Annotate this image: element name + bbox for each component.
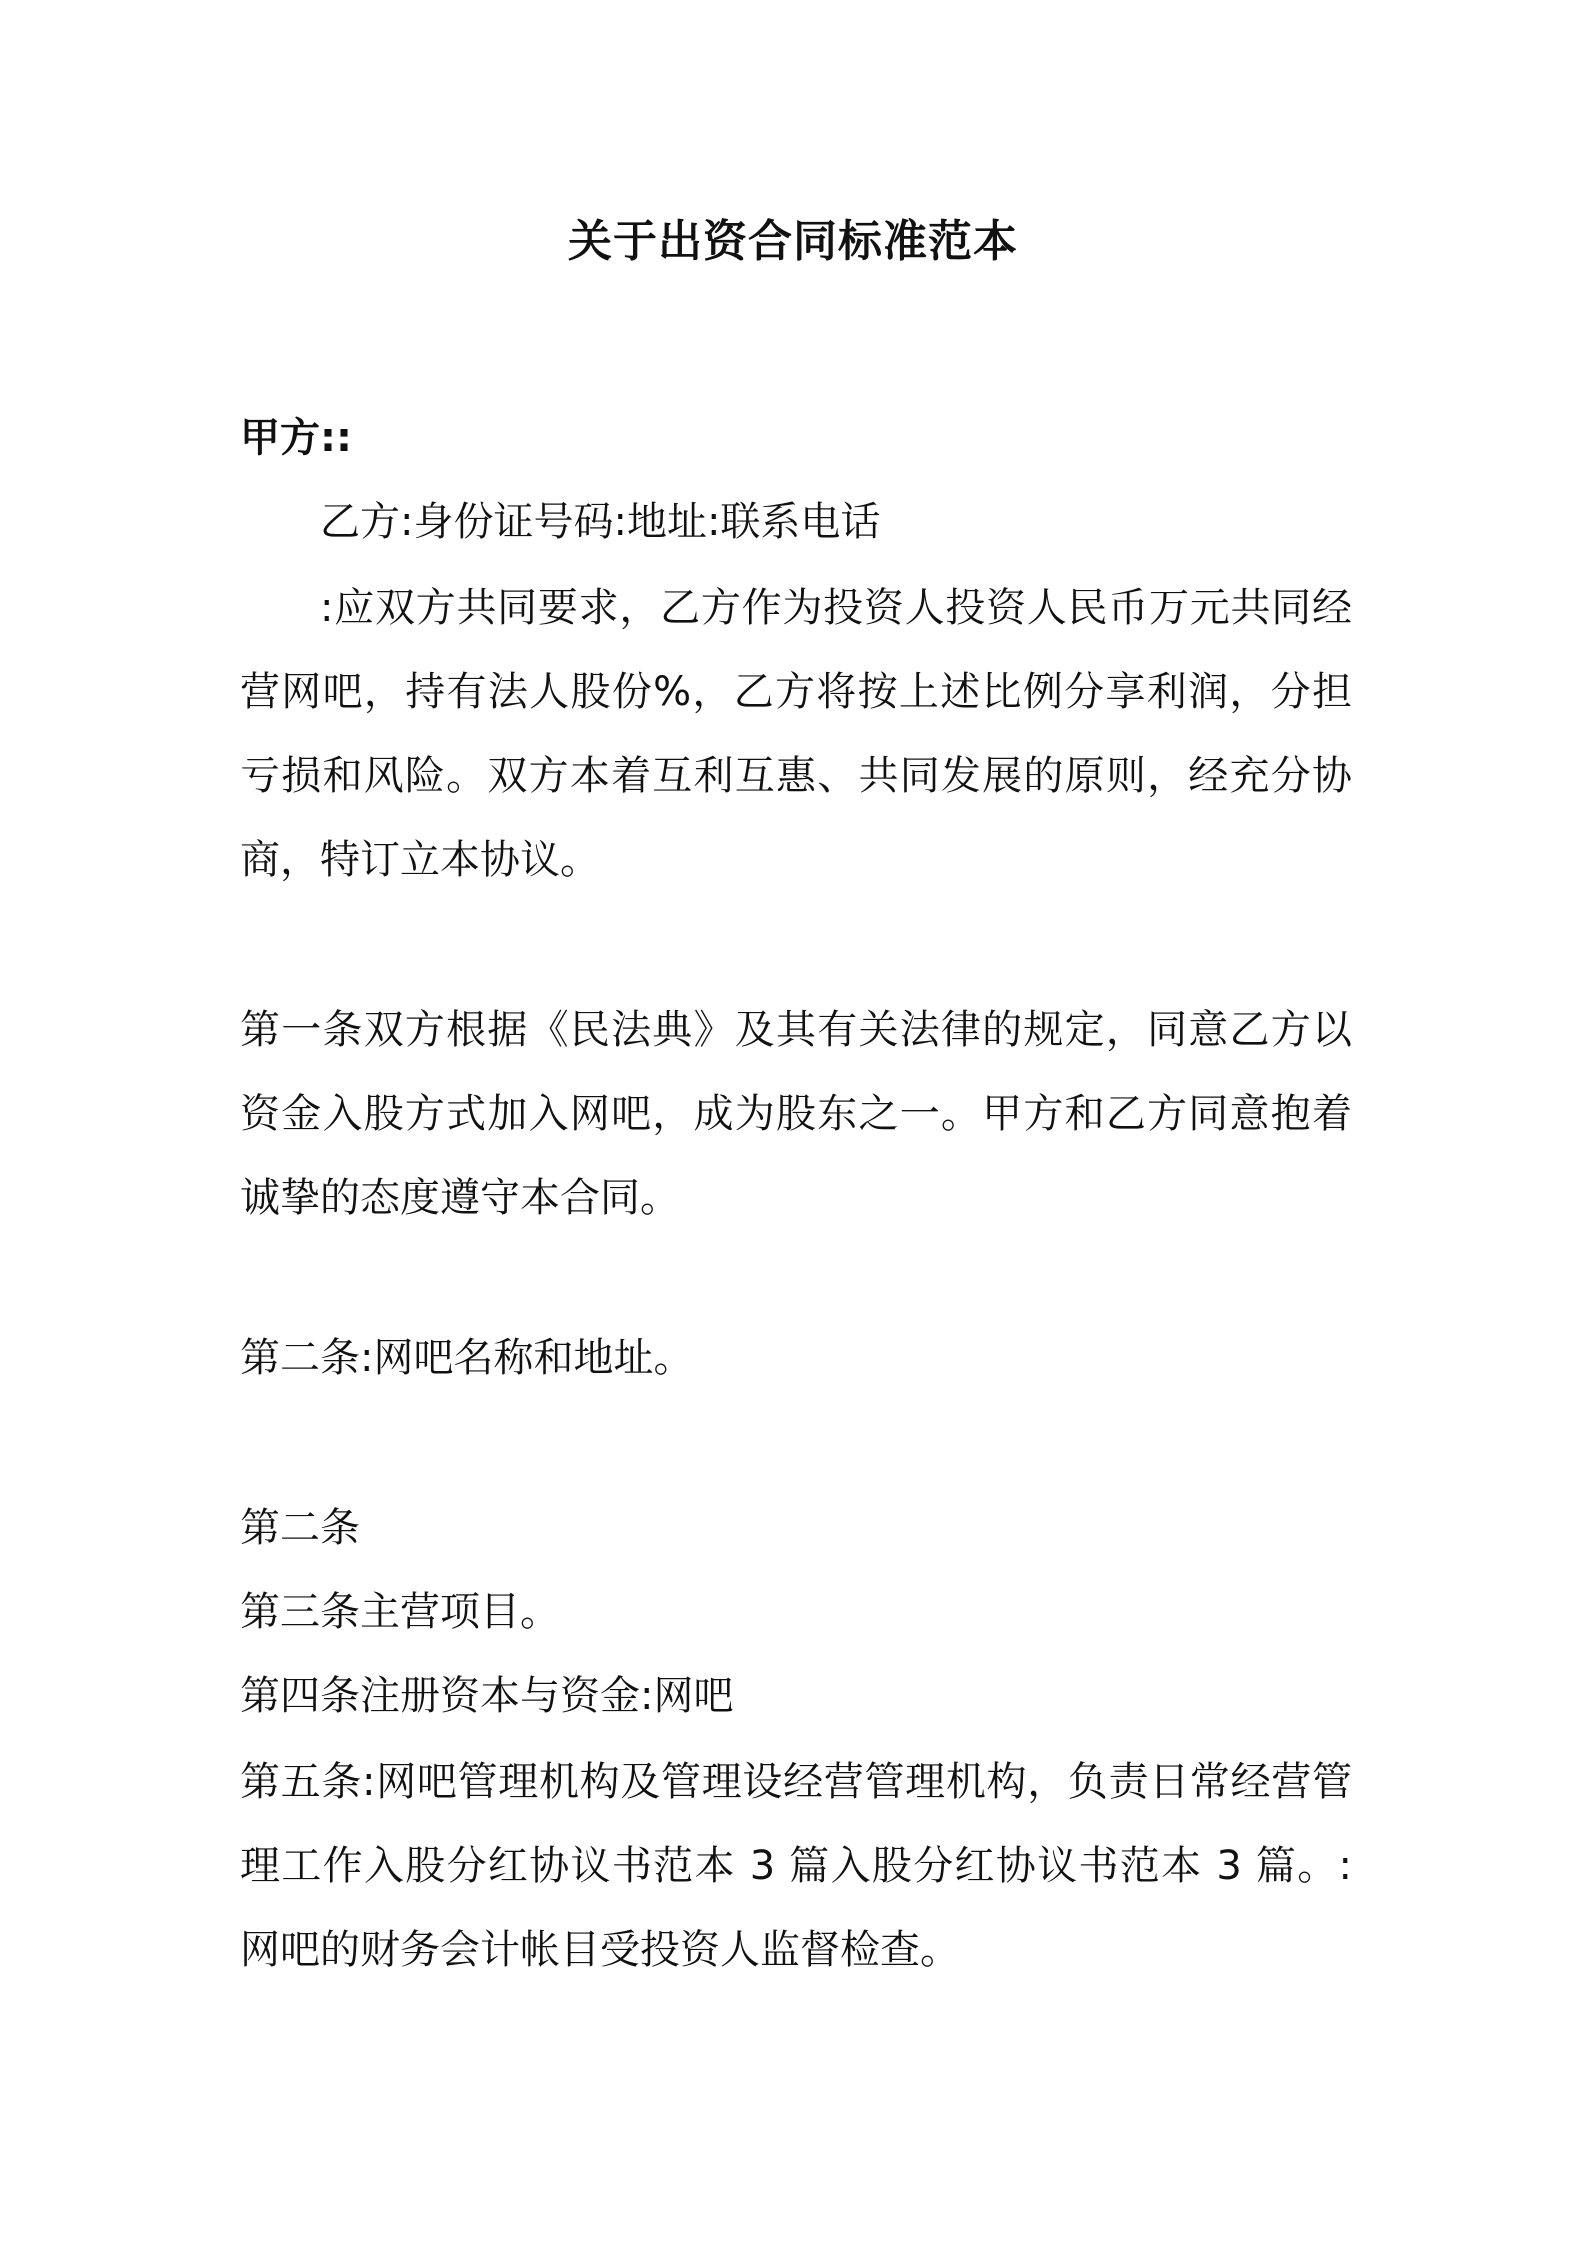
preamble-paragraph: :应双方共同要求，乙方作为投资人投资人民币万元共同经营网吧，持有法人股份%，乙方将按上述比例分享利润，分担亏损和风险。双方本着互利互惠、共同发展的原则，经充分协商，特订立本协议。 (240, 585, 1352, 883)
article-2-heading: 第二条:网吧名称和地址。 (240, 1335, 694, 1381)
party-b-line: 乙方:身份证号码:地址:联系电话 (320, 499, 881, 545)
article-3-line: 第三条主营项目。 (240, 1589, 560, 1635)
article-1-paragraph: 第一条双方根据《民法典》及其有关法律的规定，同意乙方以资金入股方式加入网吧，成为股东之一。甲方和乙方同意抱着诚挚的态度遵守本合同。 (240, 1007, 1352, 1221)
article-4-line: 第四条注册资本与资金:网吧 (240, 1673, 734, 1719)
article-5-paragraph: 第五条:网吧管理机构及管理设经营管理机构，负责日常经营管理工作入股分红协议书范本 3 篇入股分红协议书范本 3 篇。:网吧的财务会计帐目受投资人监督检查。 (240, 1759, 1352, 1973)
party-a-line: 甲方:: (240, 415, 352, 461)
document-title: 关于出资合同标准范本 (568, 216, 1018, 267)
article-2-repeat: 第二条 (240, 1505, 360, 1551)
